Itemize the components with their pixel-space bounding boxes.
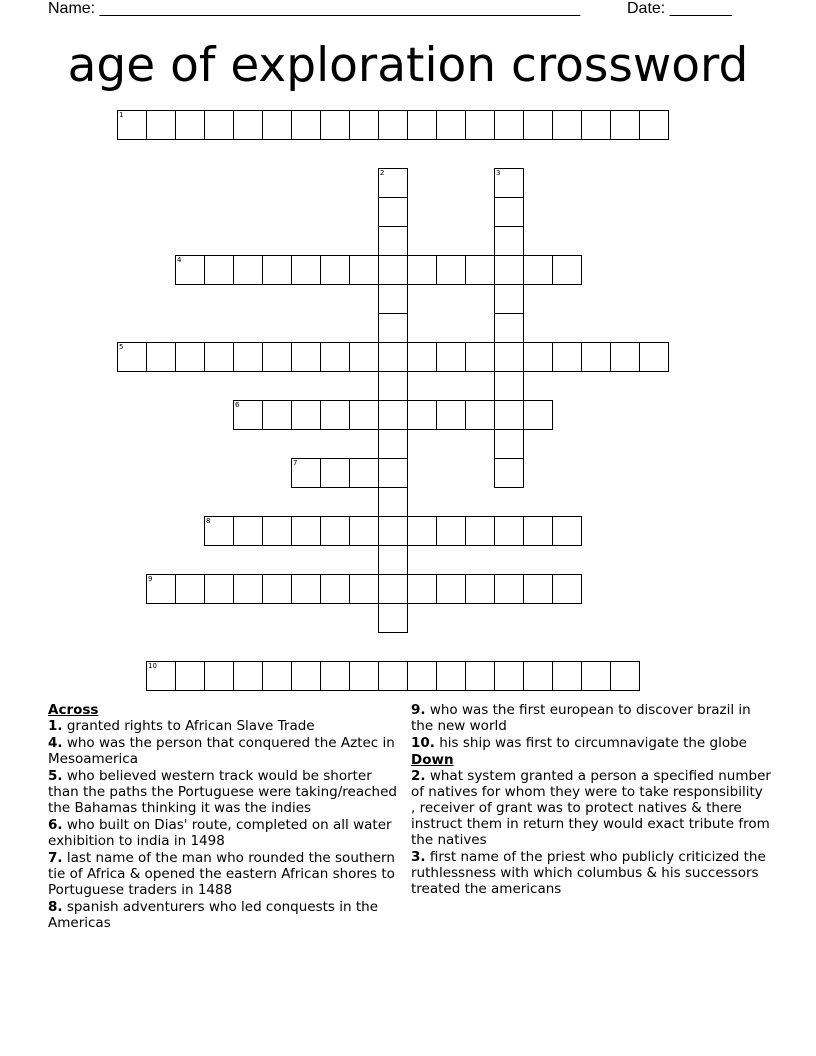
crossword-cell [378, 342, 408, 372]
crossword-cell [494, 429, 524, 459]
crossword-cell [378, 110, 408, 140]
clue-text: who believed western track would be shorter than the paths the Portuguese were taking/reached the Bahamas thinking it was the indies [48, 768, 397, 816]
crossword-cell [349, 661, 379, 691]
clue-number: 7. [48, 850, 63, 866]
crossword-cell [523, 342, 553, 372]
crossword-cell [465, 342, 495, 372]
clue-number: 5. [48, 768, 63, 784]
crossword-cell [233, 342, 263, 372]
clue-text: who was the person that conquered the Aztec in Mesoamerica [48, 735, 395, 767]
crossword-cell [465, 661, 495, 691]
crossword-cell [494, 110, 524, 140]
clue-number: 4. [48, 735, 63, 751]
clue-text: granted rights to African Slave Trade [66, 718, 315, 734]
clue-number: 3. [411, 849, 426, 865]
name-field: Name: ______________________________________________________ [48, 0, 581, 17]
crossword-cell [552, 661, 582, 691]
crossword-cell [494, 516, 524, 546]
crossword-cell [262, 516, 292, 546]
crossword-cell [378, 255, 408, 285]
crossword-cell [378, 226, 408, 256]
crossword-cell [465, 255, 495, 285]
crossword-cell [320, 458, 350, 488]
crossword-cell [436, 342, 466, 372]
cell-number: 3 [496, 169, 501, 177]
crossword-cell [407, 574, 437, 604]
crossword-cell [465, 574, 495, 604]
crossword-cell [407, 516, 437, 546]
crossword-cell [436, 400, 466, 430]
crossword-cell [494, 574, 524, 604]
crossword-cell [436, 574, 466, 604]
crossword-cell [436, 516, 466, 546]
crossword-cell [320, 574, 350, 604]
crossword-cell [407, 342, 437, 372]
crossword-cell [436, 255, 466, 285]
crossword-cell [349, 516, 379, 546]
down-clue [411, 768, 771, 848]
crossword-cell [552, 255, 582, 285]
crossword-cell [233, 255, 263, 285]
crossword-cell [378, 429, 408, 459]
crossword-cell [378, 197, 408, 227]
crossword-cell [494, 197, 524, 227]
across-clue [48, 735, 404, 767]
crossword-cell [349, 110, 379, 140]
crossword-cell [494, 284, 524, 314]
crossword-cell [349, 255, 379, 285]
crossword-cell [494, 168, 524, 198]
crossword-cell [349, 342, 379, 372]
crossword-cell [117, 342, 147, 372]
crossword-cell [262, 661, 292, 691]
crossword-cell [378, 661, 408, 691]
across-clue [411, 702, 771, 734]
crossword-cell [204, 516, 234, 546]
crossword-cell [320, 342, 350, 372]
crossword-cell [436, 110, 466, 140]
across-clue [48, 850, 404, 898]
crossword-cell [465, 400, 495, 430]
crossword-cell [378, 458, 408, 488]
crossword-cell [378, 545, 408, 575]
cell-number: 9 [148, 575, 153, 583]
cell-number: 6 [235, 401, 240, 409]
crossword-cell [175, 342, 205, 372]
crossword-cell [146, 342, 176, 372]
clue-number: 8. [48, 899, 63, 915]
cell-number: 4 [177, 256, 182, 264]
crossword-cell [262, 110, 292, 140]
down-clue-list [411, 768, 771, 897]
crossword-cell [552, 516, 582, 546]
crossword-cell [175, 110, 205, 140]
crossword-cell [436, 661, 466, 691]
across-clue [48, 817, 404, 849]
crossword-cell [175, 574, 205, 604]
crossword-cell [378, 400, 408, 430]
crossword-cell [639, 342, 669, 372]
clue-text: what system granted a person a specified number of natives for whom they were to take responsibility , receiver of grant was to protect natives & there instruct them in return they would exact tribute from the natives [411, 768, 771, 848]
crossword-cell [378, 284, 408, 314]
crossword-cell [523, 110, 553, 140]
crossword-cell [639, 110, 669, 140]
clue-text: first name of the priest who publicly criticized the ruthlessness with which columbus & his successors treated the americans [411, 849, 766, 897]
crossword-cell [320, 516, 350, 546]
crossword-cell [349, 458, 379, 488]
crossword-cell [407, 400, 437, 430]
crossword-cell [378, 574, 408, 604]
crossword-cell [610, 342, 640, 372]
down-heading: Down [411, 752, 454, 768]
crossword-cell [146, 110, 176, 140]
crossword-cell [378, 487, 408, 517]
crossword-cell [204, 574, 234, 604]
down-clue [411, 849, 771, 897]
crossword-cell [465, 516, 495, 546]
cell-number: 1 [119, 111, 124, 119]
crossword-cell [233, 400, 263, 430]
crossword-cell [320, 400, 350, 430]
cell-number: 5 [119, 343, 124, 351]
cell-number: 7 [293, 459, 298, 467]
crossword-cell [291, 255, 321, 285]
across-clue [48, 899, 404, 931]
crossword-cell [494, 342, 524, 372]
crossword-cell [349, 574, 379, 604]
clue-number: 6. [48, 817, 63, 833]
cell-number: 2 [380, 169, 385, 177]
crossword-cell [407, 110, 437, 140]
across-clue-list [48, 718, 404, 931]
clue-number: 10. [411, 735, 435, 751]
crossword-cell [494, 226, 524, 256]
page-title: age of exploration crossword [67, 38, 749, 93]
crossword-cell [291, 661, 321, 691]
clue-text: last name of the man who rounded the southern tie of Africa & opened the eastern African shores to Portuguese traders in 1488 [48, 850, 395, 898]
crossword-cell [378, 371, 408, 401]
crossword-cell [494, 313, 524, 343]
crossword-cell [117, 110, 147, 140]
crossword-cell [146, 661, 176, 691]
crossword-cell [494, 458, 524, 488]
down-clues-column [411, 702, 771, 898]
crossword-cell [407, 661, 437, 691]
crossword-cell [523, 516, 553, 546]
crossword-cell [146, 574, 176, 604]
crossword-cell [494, 661, 524, 691]
crossword-cell [378, 516, 408, 546]
crossword-cell [262, 255, 292, 285]
crossword-cell [320, 255, 350, 285]
crossword-cell [378, 168, 408, 198]
clue-text: his ship was first to circumnavigate the globe [439, 735, 747, 751]
crossword-cell [233, 661, 263, 691]
date-field: Date: _______ [627, 0, 732, 17]
clue-text: spanish adventurers who led conquests in the Americas [48, 899, 379, 931]
crossword-cell [552, 110, 582, 140]
crossword-cell [407, 255, 437, 285]
crossword-cell [581, 342, 611, 372]
crossword-cell [291, 110, 321, 140]
across-clues-column [48, 702, 404, 932]
crossword-cell [465, 110, 495, 140]
crossword-cell [262, 574, 292, 604]
crossword-cell [262, 400, 292, 430]
crossword-cell [291, 400, 321, 430]
crossword-cell [204, 342, 234, 372]
crossword-cell [233, 516, 263, 546]
across-clue-list-continued [411, 702, 771, 751]
clue-number: 9. [411, 702, 426, 718]
crossword-cell [291, 574, 321, 604]
crossword-cell [494, 255, 524, 285]
across-clue [48, 768, 404, 816]
crossword-cell [204, 661, 234, 691]
crossword-cell [349, 400, 379, 430]
crossword-cell [581, 110, 611, 140]
crossword-cell [552, 574, 582, 604]
crossword-cell [291, 458, 321, 488]
crossword-cell [523, 255, 553, 285]
crossword-cell [291, 516, 321, 546]
crossword-cell [291, 342, 321, 372]
clue-number: 2. [411, 768, 426, 784]
crossword-cell [378, 603, 408, 633]
crossword-cell [320, 110, 350, 140]
crossword-cell [581, 661, 611, 691]
crossword-cell [175, 661, 205, 691]
cell-number: 10 [148, 662, 157, 670]
across-clue [411, 735, 771, 751]
crossword-cell [320, 661, 350, 691]
crossword-cell [175, 255, 205, 285]
crossword-cell [610, 661, 640, 691]
crossword-cell [610, 110, 640, 140]
across-clue [48, 718, 404, 734]
crossword-cell [523, 661, 553, 691]
cell-number: 8 [206, 517, 211, 525]
clue-number: 1. [48, 718, 63, 734]
crossword-cell [233, 574, 263, 604]
clue-text: who built on Dias' route, completed on all water exhibition to india in 1498 [48, 817, 392, 849]
crossword-cell [233, 110, 263, 140]
crossword-cell [523, 574, 553, 604]
across-heading: Across [48, 702, 99, 718]
crossword-cell [494, 371, 524, 401]
crossword-cell [204, 110, 234, 140]
crossword-cell [552, 342, 582, 372]
crossword-cell [494, 400, 524, 430]
crossword-cell [523, 400, 553, 430]
crossword-cell [262, 342, 292, 372]
clue-text: who was the first european to discover brazil in the new world [411, 702, 751, 734]
crossword-cell [378, 313, 408, 343]
crossword-cell [204, 255, 234, 285]
